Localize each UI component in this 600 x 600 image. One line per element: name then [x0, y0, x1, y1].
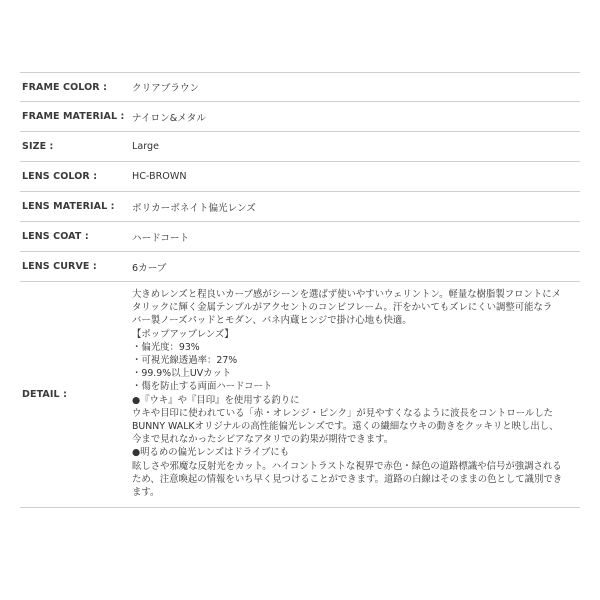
spec-label: SIZE : [22, 141, 54, 152]
detail-line: ・偏光度：93% [132, 341, 200, 353]
detail-label: DETAIL : [22, 389, 67, 401]
spec-table [20, 72, 580, 508]
detail-line: ・傷を防止する両面ハードコート [132, 381, 273, 393]
spec-value: ポリカーボネイト偏光レンズ [132, 202, 256, 214]
spec-label: LENS COLOR : [22, 171, 98, 182]
detail-line: ・可視光線透過率：27% [132, 355, 238, 367]
detail-line: ウキや目印に使われている「赤・オレンジ・ピンク」が見やすくなるように波長をコントロールした [132, 407, 554, 419]
spec-value: ナイロン&メタル [132, 112, 206, 124]
detail-line: BUNNY WALKオリジナルの高性能偏光レンズです。遠くの繊細なウキの動きをクッキリと映し出し、 [132, 421, 559, 433]
spec-value: クリアブラウン [132, 83, 200, 94]
detail-line: ●明るめの偏光レンズはドライブにも [132, 447, 290, 459]
spec-label: LENS COAT : [22, 231, 89, 242]
detail-line: ●『ウキ』や『目印』を使用する釣りに [132, 394, 300, 406]
detail-line: ます。 [132, 487, 160, 499]
detail-line: ため、注意喚起の情報をいち早く見つけることができます。道路の白線はそのままの色として識別でき [132, 473, 563, 485]
detail-line: ・99.9%以上UVカット [132, 368, 232, 380]
detail-text [132, 282, 580, 507]
detail-line: タリックに輝く金属テンプルがアクセントのコンビフレーム。汗をかいてもズレにくい調整可能なラ [132, 302, 553, 314]
spec-row-detail [20, 282, 580, 508]
spec-row-lens-material [20, 192, 580, 222]
spec-value: ハードコート [132, 232, 190, 244]
detail-line: 今まで見れなかったシビアなアタリでの釣果が期待できます。 [132, 434, 394, 446]
detail-line: 眩しさや邪魔な反射光をカット。ハイコントラストな視界で赤色・緑色の道路標識や信号が強調される [132, 460, 562, 472]
detail-line: 大きめレンズと程良いカーブ感がシーンを選ばず使いやすいウェリントン。軽量な樹脂製フロントにメ [132, 289, 561, 300]
spec-label: LENS CURVE : [22, 261, 97, 272]
spec-row-frame-material [20, 102, 580, 132]
spec-label: FRAME MATERIAL : [22, 111, 125, 122]
spec-row-size [20, 132, 580, 162]
detail-line: 【ポップアップレンズ】 [132, 328, 234, 340]
detail-line: バー製ノーズパッドとモダン、バネ内蔵ヒンジで掛け心地も快適。 [132, 315, 412, 327]
spec-label: FRAME COLOR : [22, 81, 107, 93]
spec-row-lens-curve [20, 252, 580, 282]
spec-row-frame-color [20, 72, 580, 102]
spec-row-lens-color [20, 162, 580, 192]
spec-value: HC-BROWN [132, 171, 187, 182]
spec-value: Large [132, 141, 159, 152]
spec-value: 6カーブ [132, 262, 167, 274]
spec-label: LENS MATERIAL : [22, 201, 115, 212]
spec-row-lens-coat [20, 222, 580, 252]
